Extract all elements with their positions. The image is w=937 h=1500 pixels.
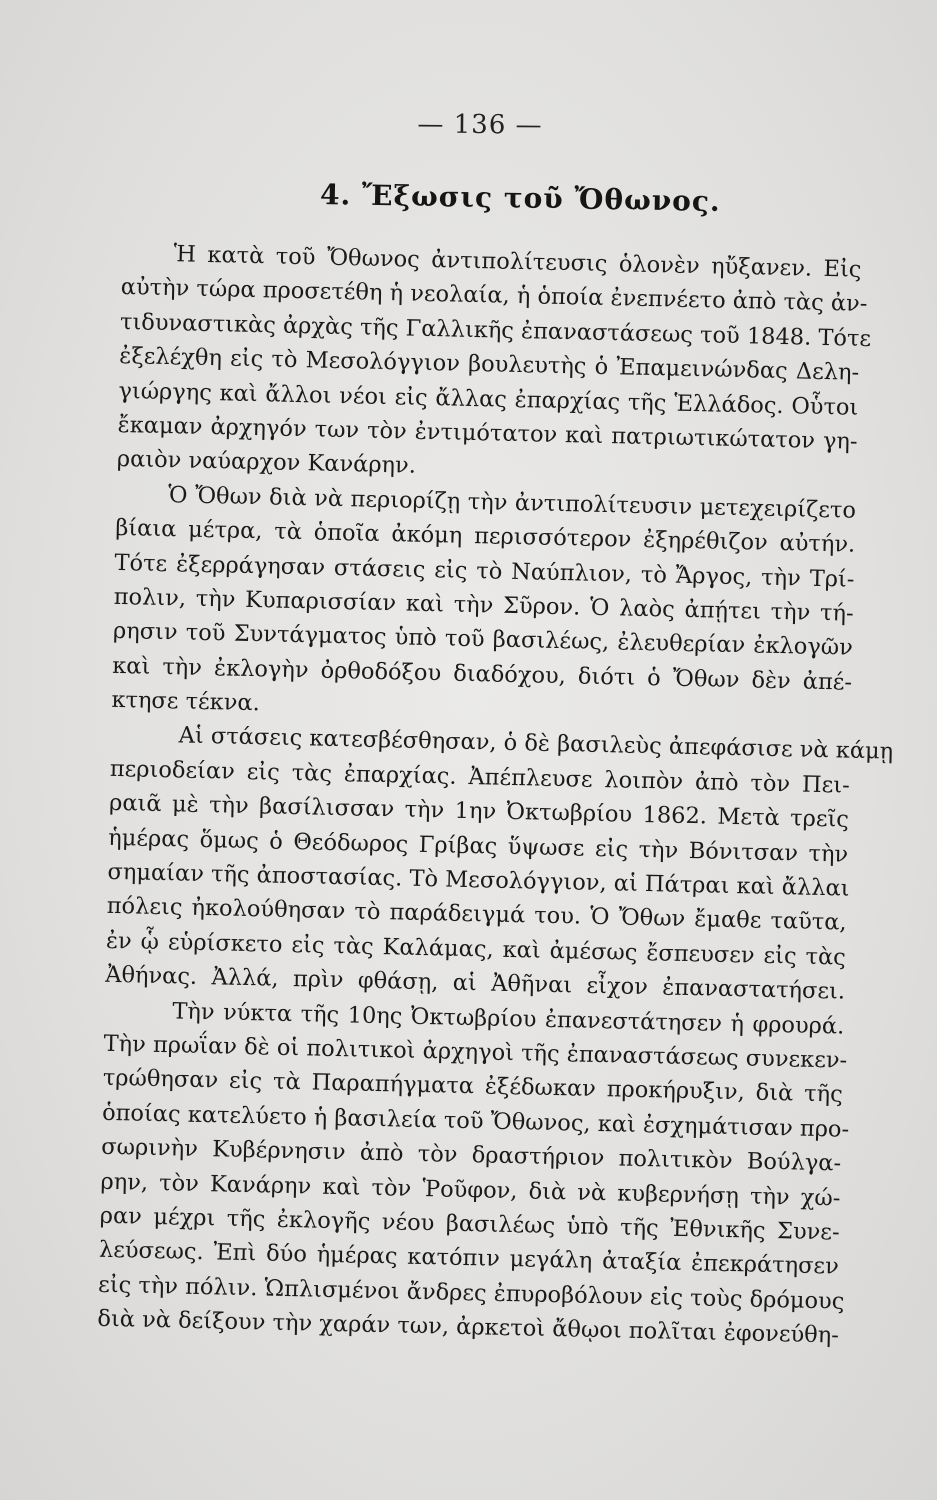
text-line: πόλεις ἠκολούθησαν τὸ παράδειγμά του. Ὁ Ὄθων ἔμαθε ταῦτα, xyxy=(106,893,847,937)
text-line: ρην, τὸν Κανάρην καὶ τὸν Ῥοῦφον, διὰ νὰ κυβερνήσῃ τὴν χώ- xyxy=(100,1168,841,1212)
body-text xyxy=(97,236,894,1353)
text-line: τρώθησαν εἰς τὰ Παραπήγματα ἐξέδωκαν προκήρυξιν, διὰ τῆς xyxy=(102,1065,843,1108)
text-line: ὁποίας κατελύετο ἡ βασιλεία τοῦ Ὄθωνος, καὶ ἐσχημάτισαν προ- xyxy=(101,1099,850,1143)
text-line: ραιᾶ μὲ τὴν βασίλισσαν τὴν 1ην Ὀκτωβρίου 1862. Μετὰ τρεῖς xyxy=(108,790,850,833)
text-line: Τὴν νύκτα τῆς 10ης Ὀκτωβρίου ἐπανεστάτησεν ἡ φρουρά. xyxy=(172,997,845,1040)
text-line: Ὁ Ὄθων διὰ νὰ περιορίζῃ τὴν ἀντιπολίτευσιν μετεχειρίζετο xyxy=(167,481,857,524)
page-number: — 136 — xyxy=(417,109,543,141)
text-line: εἰς τὴν πόλιν. Ὡπλισμένοι ἄνδρες ἐπυροβόλουν εἰς τοὺς δρόμους xyxy=(97,1271,845,1315)
text-line: αὐτὴν τώρα προσετέθη ἡ νεολαία, ἡ ὁποία ἐνεπνέετο ἀπὸ τὰς ἀν- xyxy=(120,274,868,318)
text-line: ἡμέρας ὅμως ὁ Θεόδωρος Γρίβας ὕψωσε εἰς τὴν Βόνιτσαν τὴν xyxy=(108,824,849,868)
text-line: σωρινὴν Κυβέρνησιν ἀπὸ τὸν δραστήριον πολιτικὸν Βούλγα- xyxy=(101,1133,842,1177)
text-line: ρησιν τοῦ Συντάγματος ὑπὸ τοῦ βασιλέως, ἐλευθερίαν ἐκλογῶν xyxy=(112,618,854,661)
text-line: περιοδείαν εἰς τὰς ἐπαρχίας. Ἀπέπλευσε λοιπὸν ἀπὸ τὸν Πει- xyxy=(109,755,851,799)
section-heading: 4. Ἔξωσις τοῦ Ὄθωνος. xyxy=(319,178,721,218)
text-line: ραιὸν ναύαρχον Κανάρην. xyxy=(116,446,417,480)
text-line: κτησε τέκνα. xyxy=(111,686,261,717)
text-line: βίαια μέτρα, τὰ ὁποῖα ἀκόμη περισσότερον ἐξηρέθιζον αὐτήν. xyxy=(115,515,856,558)
text-line: λεύσεως. Ἐπὶ δύο ἡμέρας κατόπιν μεγάλη ἀταξία ἐπεκράτησεν xyxy=(98,1237,840,1280)
text-line: ραν μέχρι τῆς ἐκλογῆς νέου βασιλέως ὑπὸ τῆς Ἐθνικῆς Συνε- xyxy=(99,1202,840,1246)
text-line: ἐξελέχθη εἰς τὸ Μεσολόγγιον βουλευτὴς ὁ Ἐπαμεινώνδας Δελη- xyxy=(118,343,860,386)
text-line: Ἀθήνας. Ἀλλά, πρὶν φθάσῃ, αἱ Ἀθῆναι εἶχον ἐπαναστατήσει. xyxy=(104,962,846,1005)
text-line: σημαίαν τῆς ἀποστασίας. Τὸ Μεσολόγγιον, αἱ Πάτραι καὶ ἄλλαι xyxy=(107,858,850,902)
text-line: τιδυναστικὰς ἀρχὰς τῆς Γαλλικῆς ἐπαναστάσεως τοῦ 1848. Τότε xyxy=(119,308,872,352)
text-line: πολιν, τὴν Κυπαρισσίαν καὶ τὴν Σῦρον. Ὁ λαὸς ἀπῄτει τὴν τή- xyxy=(113,583,854,627)
text-line: Αἱ στάσεις κατεσβέσθησαν, ὁ δὲ βασιλεὺς ἀπεφάσισε νὰ κάμῃ xyxy=(178,722,894,766)
text-line: ἐν ᾧ εὑρίσκετο εἰς τὰς Καλάμας, καὶ ἀμέσως ἔσπευσεν εἰς τὰς xyxy=(105,927,847,971)
text-line: καὶ τὴν ἐκλογὴν ὀρθοδόξου διαδόχου, διότι ὁ Ὄθων δὲν ἀπέ- xyxy=(111,652,853,696)
text-line: Ἡ κατὰ τοῦ Ὄθωνος ἀντιπολίτευσις ὁλονὲν ηὔξανεν. Εἰς xyxy=(173,241,862,283)
text-line: ἔκαμαν ἀρχηγόν των τὸν ἐντιμότατον καὶ πατριωτικώτατον γη- xyxy=(117,411,858,455)
text-line: Τότε ἐξερράγησαν στάσεις εἰς τὸ Ναύπλιον, τὸ Ἄργος, τὴν Τρί- xyxy=(114,549,855,593)
text-line: γιώργης καὶ ἄλλοι νέοι εἰς ἄλλας ἐπαρχίας τῆς Ἑλλάδος. Οὗτοι xyxy=(118,377,859,421)
text-line: διὰ νὰ δείξουν τὴν χαράν των, ἀρκετοὶ ἄθῳοι πολῖται ἐφονεύθη- xyxy=(97,1305,840,1349)
text-line: Τὴν πρωΐαν δὲ οἱ πολιτικοὶ ἀρχηγοὶ τῆς ἐπαναστάσεως συνεκεν- xyxy=(103,1030,848,1074)
